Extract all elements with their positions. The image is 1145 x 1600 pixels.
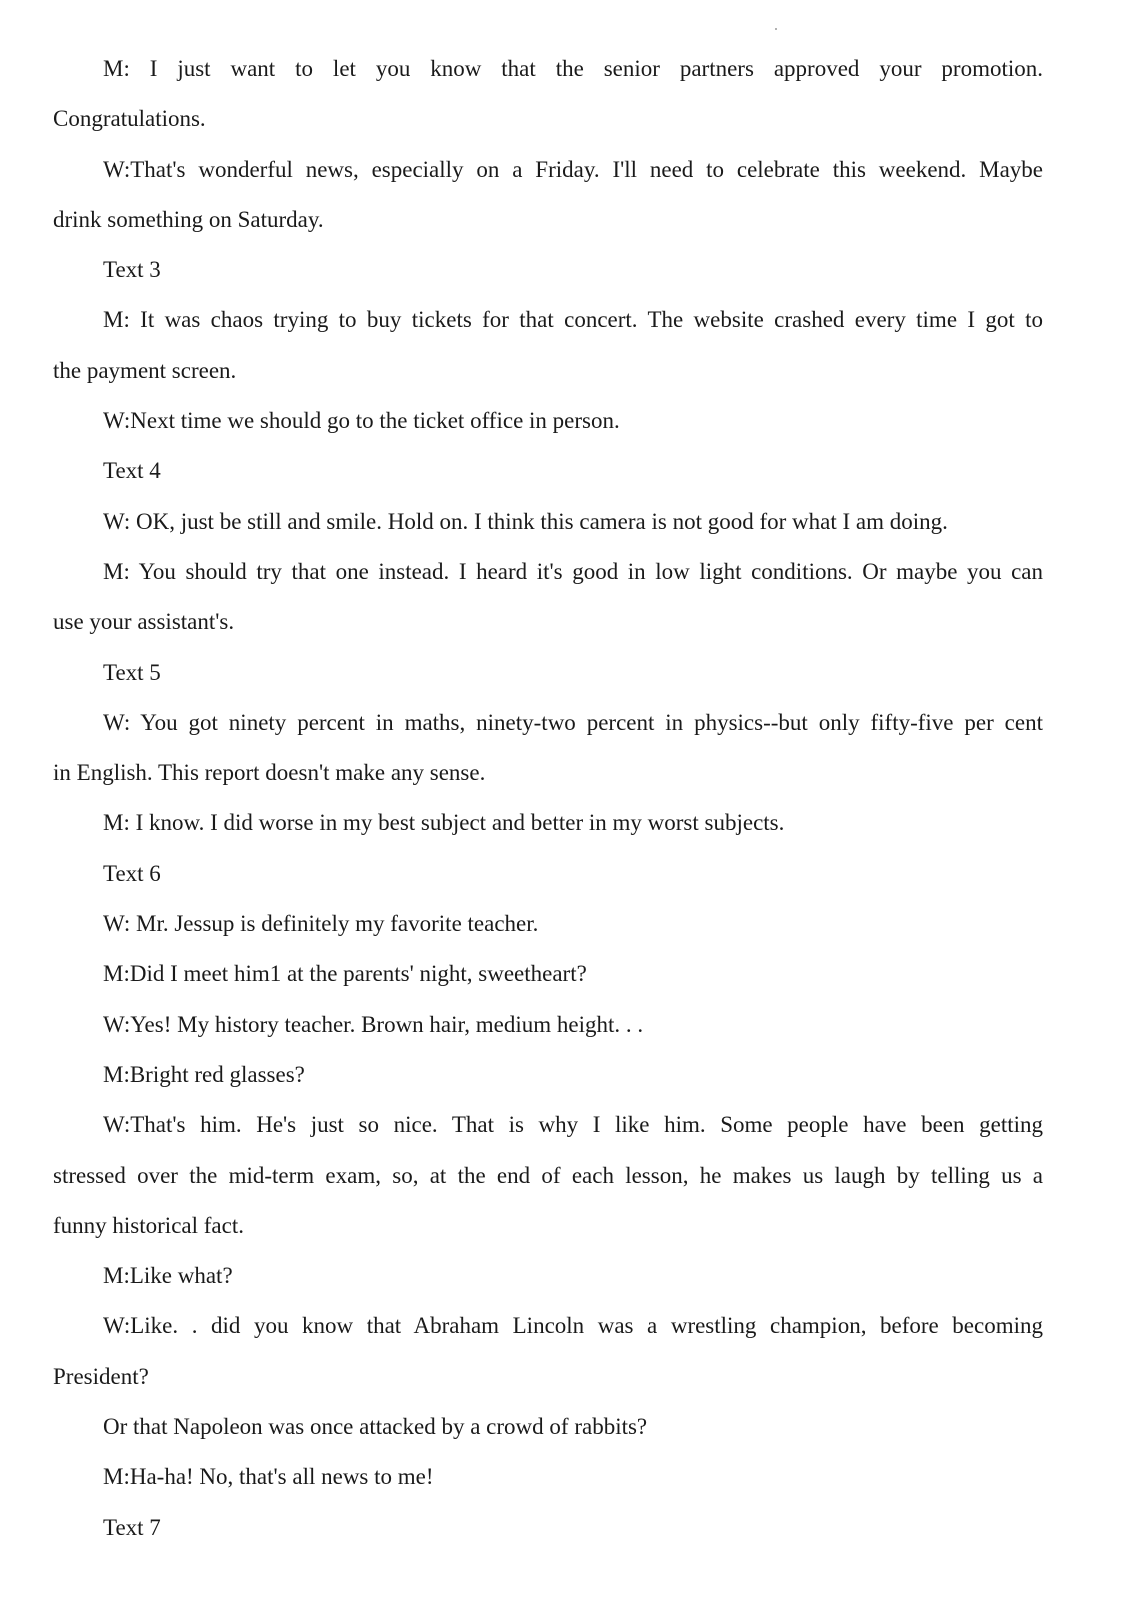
text-line: Or that Napoleon was once attacked by a crowd of rabbits? <box>103 1414 648 1440</box>
text-line: W:That's wonderful news, especially on a Friday. I'll need to celebrate this weekend. Maybe <box>103 156 1043 182</box>
text-line: M: It was chaos trying to buy tickets for that concert. The website crashed every time I got to <box>103 307 1043 333</box>
text-line: the payment screen. <box>53 357 237 383</box>
text-line: Text 6 <box>103 860 161 886</box>
text-line: W:That's him. He's just so nice. That is why I like him. Some people have been getting <box>103 1112 1043 1138</box>
text-line: Text 5 <box>103 659 161 685</box>
text-line: use your assistant's. <box>53 609 235 635</box>
text-line: Congratulations. <box>53 106 206 132</box>
text-line: W: OK, just be still and smile. Hold on. I think this camera is not good for what I am doing. <box>103 508 948 534</box>
text-line: Text 4 <box>103 458 161 484</box>
text-line: W:Yes! My history teacher. Brown hair, medium height. . . <box>103 1011 644 1037</box>
text-line: Text 3 <box>103 257 161 283</box>
text-line: M: I know. I did worse in my best subject and better in my worst subjects. <box>103 810 785 836</box>
text-line: Text 7 <box>103 1514 161 1540</box>
text-line: M:Like what? <box>103 1263 233 1289</box>
text-line: M:Bright red glasses? <box>103 1061 305 1087</box>
text-line: President? <box>53 1363 149 1389</box>
transcript-body <box>53 48 1043 1557</box>
text-line: M: I just want to let you know that the senior partners approved your promotion. <box>103 56 1043 81</box>
text-line: M:Ha-ha! No, that's all news to me! <box>103 1464 434 1490</box>
text-line: in English. This report doesn't make any sense. <box>53 760 486 786</box>
text-line: W:Next time we should go to the ticket office in person. <box>103 408 620 434</box>
text-line: M:Did I meet him1 at the parents' night, sweetheart? <box>103 961 587 987</box>
text-line: drink something on Saturday. <box>53 206 324 232</box>
text-line: stressed over the mid-term exam, so, at the end of each lesson, he makes us laugh by telling us a <box>53 1162 1043 1188</box>
text-line: M: You should try that one instead. I heard it's good in low light conditions. Or maybe you can <box>103 558 1043 584</box>
scan-dot <box>775 28 777 30</box>
text-line: W: You got ninety percent in maths, ninety-two percent in physics--but only fifty-five per cent <box>103 709 1043 735</box>
text-line: W: Mr. Jessup is definitely my favorite teacher. <box>103 911 539 937</box>
text-line: W:Like. . did you know that Abraham Lincoln was a wrestling champion, before becoming <box>103 1313 1043 1339</box>
text-line: funny historical fact. <box>53 1212 244 1238</box>
